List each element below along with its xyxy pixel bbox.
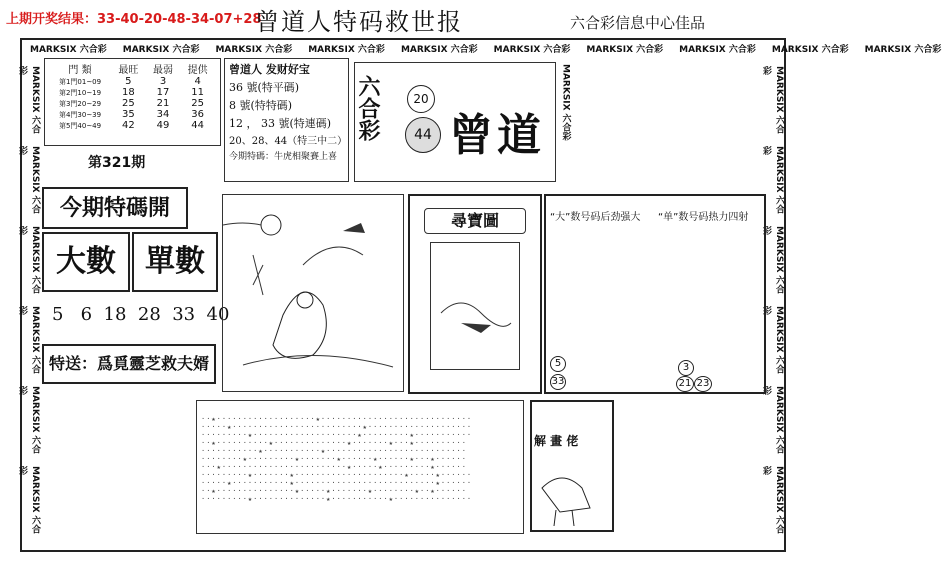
tip-line: 12 ， 33 號(特連碼) bbox=[229, 117, 332, 130]
treasure-title-box bbox=[424, 208, 526, 234]
single-label: 單數 bbox=[145, 244, 205, 279]
table-row: 第2門10~19 18 17 11 bbox=[58, 87, 205, 98]
tips-panel bbox=[224, 58, 349, 182]
issue-number: 第321期 bbox=[88, 155, 146, 171]
masthead-title: 曾道人特码救世报 bbox=[255, 8, 463, 36]
big-analysis-title: “大”数号码后劲强大 bbox=[550, 212, 641, 223]
illustration-panel bbox=[222, 194, 404, 392]
pick-circle: 23 bbox=[694, 376, 712, 392]
stats-header: 門 類 bbox=[68, 65, 92, 76]
watermark-mid: MARKSIX 六合彩 bbox=[560, 64, 571, 141]
ball-top: 20 bbox=[407, 85, 435, 113]
ball-bottom: 44 bbox=[405, 117, 441, 153]
stats-header: 最旺 bbox=[118, 65, 139, 76]
analysis-panel bbox=[544, 194, 766, 394]
single-analysis-title: “单”数号码热力四射 bbox=[658, 212, 749, 223]
scholar-illustration bbox=[223, 195, 403, 391]
stats-header: 最弱 bbox=[153, 65, 173, 76]
single-box bbox=[132, 232, 218, 292]
gift-box bbox=[42, 344, 216, 384]
logo-left-text: 六合彩 bbox=[355, 75, 381, 141]
table-row: 第4門30~39 35 34 36 bbox=[58, 109, 205, 120]
tip-line: 今期特碼：牛虎相聚賽上喜 bbox=[229, 152, 338, 162]
last-result: 上期开奖结果：33-40-20-48-34-07+28 bbox=[6, 12, 262, 27]
treasure-title: 尋寶圖 bbox=[450, 211, 499, 230]
special-numbers: 5 6 18 28 33 40 bbox=[52, 304, 230, 325]
logo-name: 曾道 bbox=[449, 110, 545, 161]
puzzle-title: 解 畫 佬 bbox=[534, 434, 579, 448]
stats-table bbox=[49, 61, 215, 131]
table-row: 第1門01~09 5 3 4 bbox=[58, 76, 201, 87]
puzzle-illustration bbox=[532, 448, 610, 528]
stats-panel bbox=[44, 58, 221, 146]
treasure-panel bbox=[408, 194, 542, 394]
treasure-scroll bbox=[430, 242, 520, 370]
lottery-grid: ··★···················★····························· ·····★·························★···················· ·········★····················★·········★··········· ··★··········★··············★·······★···★·········· ···········★···········★··························· ········★·········★·······★······★······★···★······ ···★························★·····★·········★······ ·········★·······★·····················★·····★······ ·····★···········★···························★······ ··★···············★·····★·······★········★··★······ ·········★··············★···········★··············· bbox=[201, 415, 473, 503]
big-box bbox=[42, 232, 130, 292]
table-row: 第5門40~49 42 49 44 bbox=[58, 120, 205, 131]
pick-circle: 21 bbox=[676, 376, 694, 392]
tip-line: 20、28、44（特三中二） bbox=[229, 136, 348, 147]
center-name: 六合彩信息中心佳品 bbox=[570, 14, 706, 32]
table-row: 第3門20~29 25 21 25 bbox=[58, 98, 205, 109]
tip-line: 36 號(特平碼) bbox=[229, 81, 300, 94]
special-title: 今期特碼開 bbox=[59, 195, 170, 221]
tip-line: 曾道人 发财好宝 bbox=[229, 63, 310, 76]
special-title-box bbox=[42, 187, 188, 229]
gift-text: 特送：爲覓靈芝救夫婿 bbox=[48, 354, 209, 373]
logo-panel bbox=[354, 62, 556, 182]
puzzle-panel bbox=[530, 400, 614, 532]
pick-circle: 33 bbox=[550, 374, 566, 390]
pick-circle: 5 bbox=[550, 356, 566, 372]
lottery-grid-panel bbox=[196, 400, 524, 534]
tip-line: 8 號(特特碼) bbox=[229, 99, 293, 112]
watermark-left: MARKSIX 六合彩 MARKSIX 六合彩 MARKSIX 六合彩 MARKSIX 六合彩 MARKSIX 六合彩 MARKSIX 六合彩 bbox=[17, 66, 40, 534]
pick-circle: 3 bbox=[678, 360, 694, 376]
watermark-right: MARKSIX 六合彩 MARKSIX 六合彩 MARKSIX 六合彩 MARKSIX 六合彩 MARKSIX 六合彩 MARKSIX 六合彩 bbox=[761, 66, 784, 534]
big-label: 大數 bbox=[56, 244, 116, 279]
stats-header: 提供 bbox=[187, 65, 208, 76]
watermark-top: MARKSIX 六合彩 MARKSIX 六合彩 MARKSIX 六合彩 MARKSIX 六合彩 MARKSIX 六合彩 MARKSIX 六合彩 MARKSIX 六合彩 MARKSIX 六合彩 MARKSIX 六合彩 MARKSIX 六合彩 bbox=[30, 45, 942, 55]
